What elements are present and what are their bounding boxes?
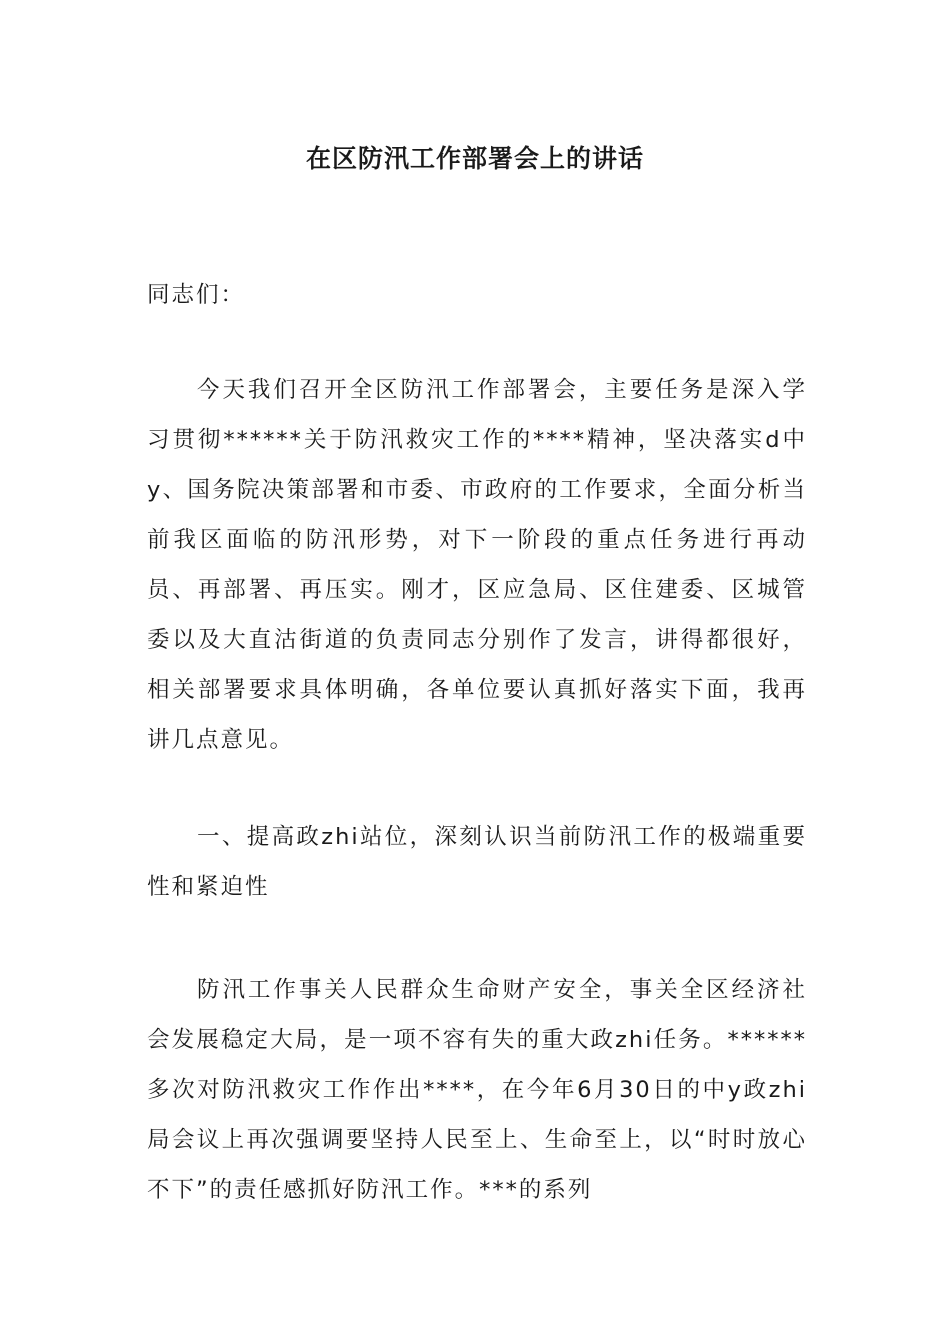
section-heading-1: 一、提高政zhi站位，深刻认识当前防汛工作的极端重要性和紧迫性 [147,824,807,900]
paragraph-section-1: 防汛工作事关人民群众生命财产安全，事关全区经济社会发展稳定大局，是一项不容有失的重大政zhi任务。******多次对防汛救灾工作作出****，在今年6月30日的中y政zhi局会议上再次强调要坚持人民至上、生命至上，以“时时放心不下”的责任感抓好防汛工作。***的系列 [147,977,807,1203]
paragraph-opening: 今天我们召开全区防汛工作部署会，主要任务是深入学习贯彻******关于防汛救灾工作的****精神，坚决落实d中y、国务院决策部署和市委、市政府的工作要求，全面分析当前我区面临的防汛形势，对下一阶段的重点任务进行再动员、再部署、再压实。刚才，区应急局、区住建委、区城管委以及大直沽街道的负责同志分别作了发言，讲得都很好，相关部署要求具体明确，各单位要认真抓好落实下面，我再讲几点意见。 [147,377,807,753]
salutation: 同志们： [147,282,246,308]
document-title: 在区防汛工作部署会上的讲话 [305,143,644,173]
